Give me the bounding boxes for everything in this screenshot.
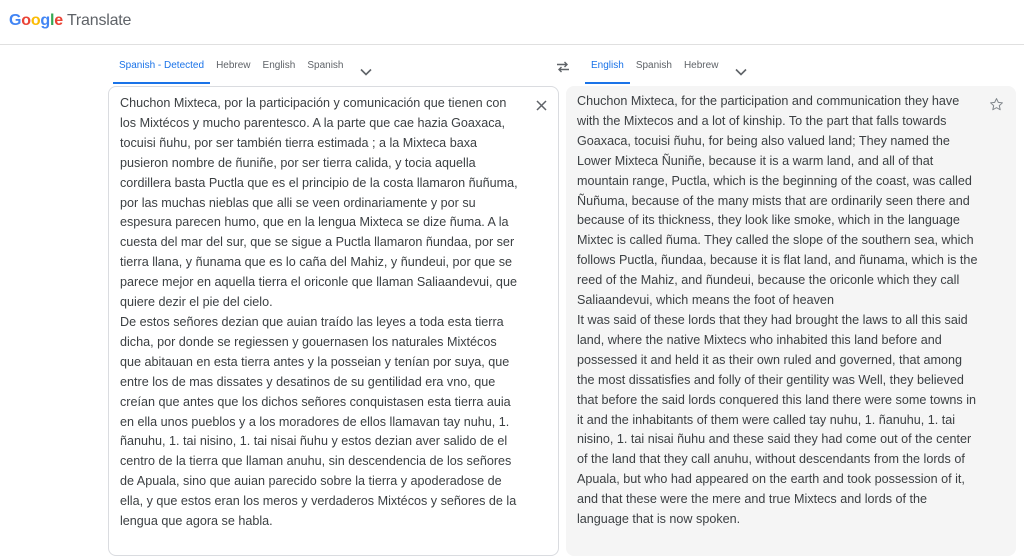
google-wordmark	[9, 12, 63, 29]
logo-letter: g	[40, 12, 50, 29]
logo-letter: G	[9, 12, 22, 29]
source-tab-english[interactable]: English	[262, 60, 296, 71]
logo-letter: e	[54, 12, 63, 29]
star-icon	[989, 97, 1004, 112]
source-tab-spanish[interactable]: Spanish	[307, 60, 344, 71]
google-translate-logo[interactable]	[9, 12, 131, 30]
source-more-languages-button[interactable]	[355, 60, 377, 84]
translation-text	[577, 92, 979, 530]
source-textarea[interactable]	[120, 94, 520, 532]
translation-paragraph-1: Chuchon Mixteca, for the participation and communication they have with the Mixtecos and a lot of kinship. To the part that falls towards Goaxaca, tocuisi ñuhu, for being also valued land; They named the Lower Mixteca Ñuniñe, because it is a warm land, and all of that mountain range, Puctla, which is the beginning of the coast, was called Ñuñuma, because of the many mists that are ordinarily seen there and because of its thickness, they look like smoke, which in the language Mixtec is called ñuma. They called the slope of the southern sea, which follows Puctla, ñundaa, because it is flat land, and ñunama, which is the reed of the Mahiz, and ñundeui, because the oriconle which they call Saliaandevui, which means the foot of heaven	[577, 94, 978, 308]
close-icon	[536, 100, 547, 111]
source-paragraph-2: De estos señores dezian que auian traído las leyes a toda esta tierra dicha, por donde se regiessen y gouernasen los naturales Mixtécos que abitauan en esta tierra antes y la posseian y tenían por suya, que entre los de mas dissates y desatinos de su gentilidad era vno, que creían que antes que los dichos señores conquistasen esta tierra auia en ella unos pueblos y a los moradores de ellos llamavan tay nuhu, 1. ñanuhu, 1. tai nisino, 1. tai nisai ñuhu y estos dezian aver salido de el centro de la tierra que llaman anuhu, sin descendencia de los señores de Apuala, sino que auian parecido sobre la tierra y apoderadose de ella, y que estos eran los meros y verdaderos Mixtécos y señores de la lengua que agora se habla.	[120, 314, 517, 529]
swap-arrows-icon	[556, 61, 570, 73]
app-header	[0, 0, 1024, 45]
chevron-down-icon	[735, 68, 747, 76]
product-name: Translate	[66, 12, 132, 29]
logo-letter: l	[49, 12, 55, 29]
source-tab-hebrew[interactable]: Hebrew	[216, 60, 251, 71]
target-language-bar	[585, 50, 752, 84]
source-text-panel[interactable]	[108, 86, 559, 556]
logo-letter: o	[30, 12, 41, 29]
clear-source-button[interactable]	[533, 97, 549, 113]
logo-letter: o	[21, 12, 31, 29]
target-more-languages-button[interactable]	[730, 60, 752, 84]
target-tab-english[interactable]: English	[585, 60, 630, 84]
source-tab-spanish-detected[interactable]: Spanish - Detected	[113, 60, 210, 84]
chevron-down-icon	[360, 68, 372, 76]
source-paragraph-1: Chuchon Mixteca, por la participación y comunicación que tienen con los Mixtécos y mucho parentesco. A la parte que cae hazia Goaxaca, tocuisi ñuhu, por ser también tierra estimada ; a la Mixteca baxa pusieron nombre de ñuniñe, por ser tierra calida, y tocia aquella cordillera basta Puctla que es el principio de la costa llamaron ñuñuma, por las muchas nieblas que alli se veen ordinariamente y por su espesura parecen humo, que en la lengua Mixteca se dize ñuma. A la cuesta del mar del sur, que se sigue a Puctla llamaron ñundaa, por ser tierra llana, y ñunama que es lo caña del Mahiz, y ñundeui, por que se parece mejor en aquella tierra el oriconle que llaman Saliaandevui, que quiere dezir el pie del cielo.	[120, 96, 518, 310]
target-tab-spanish[interactable]: Spanish	[635, 60, 672, 71]
translation-panel	[566, 86, 1016, 556]
source-language-bar	[113, 50, 377, 84]
translation-paragraph-2: It was said of these lords that they had brought the laws to all this said land, where the native Mixtecs who inhabited this land before and possessed it and held it as their own ruled and governed, that among the most dissatisfies and folly of their gentility was Well, they believed that before the said lords conquered this land there were some towns in it and the inhabitants of them were called tay nuhu, 1. ñanuhu, 1. tai nisino, 1. tai nisai ñuhu and these said they had come out of the center of the land that they call anuhu, without descendants from the lords of Apuala, but who had appeared on the earth and took possession of it, and that these were the mere and true Mixtecs and lords of the language that is now spoken.	[577, 312, 977, 527]
save-translation-button[interactable]	[987, 95, 1005, 113]
swap-languages-button[interactable]	[554, 58, 572, 76]
target-tab-hebrew[interactable]: Hebrew	[683, 60, 719, 71]
